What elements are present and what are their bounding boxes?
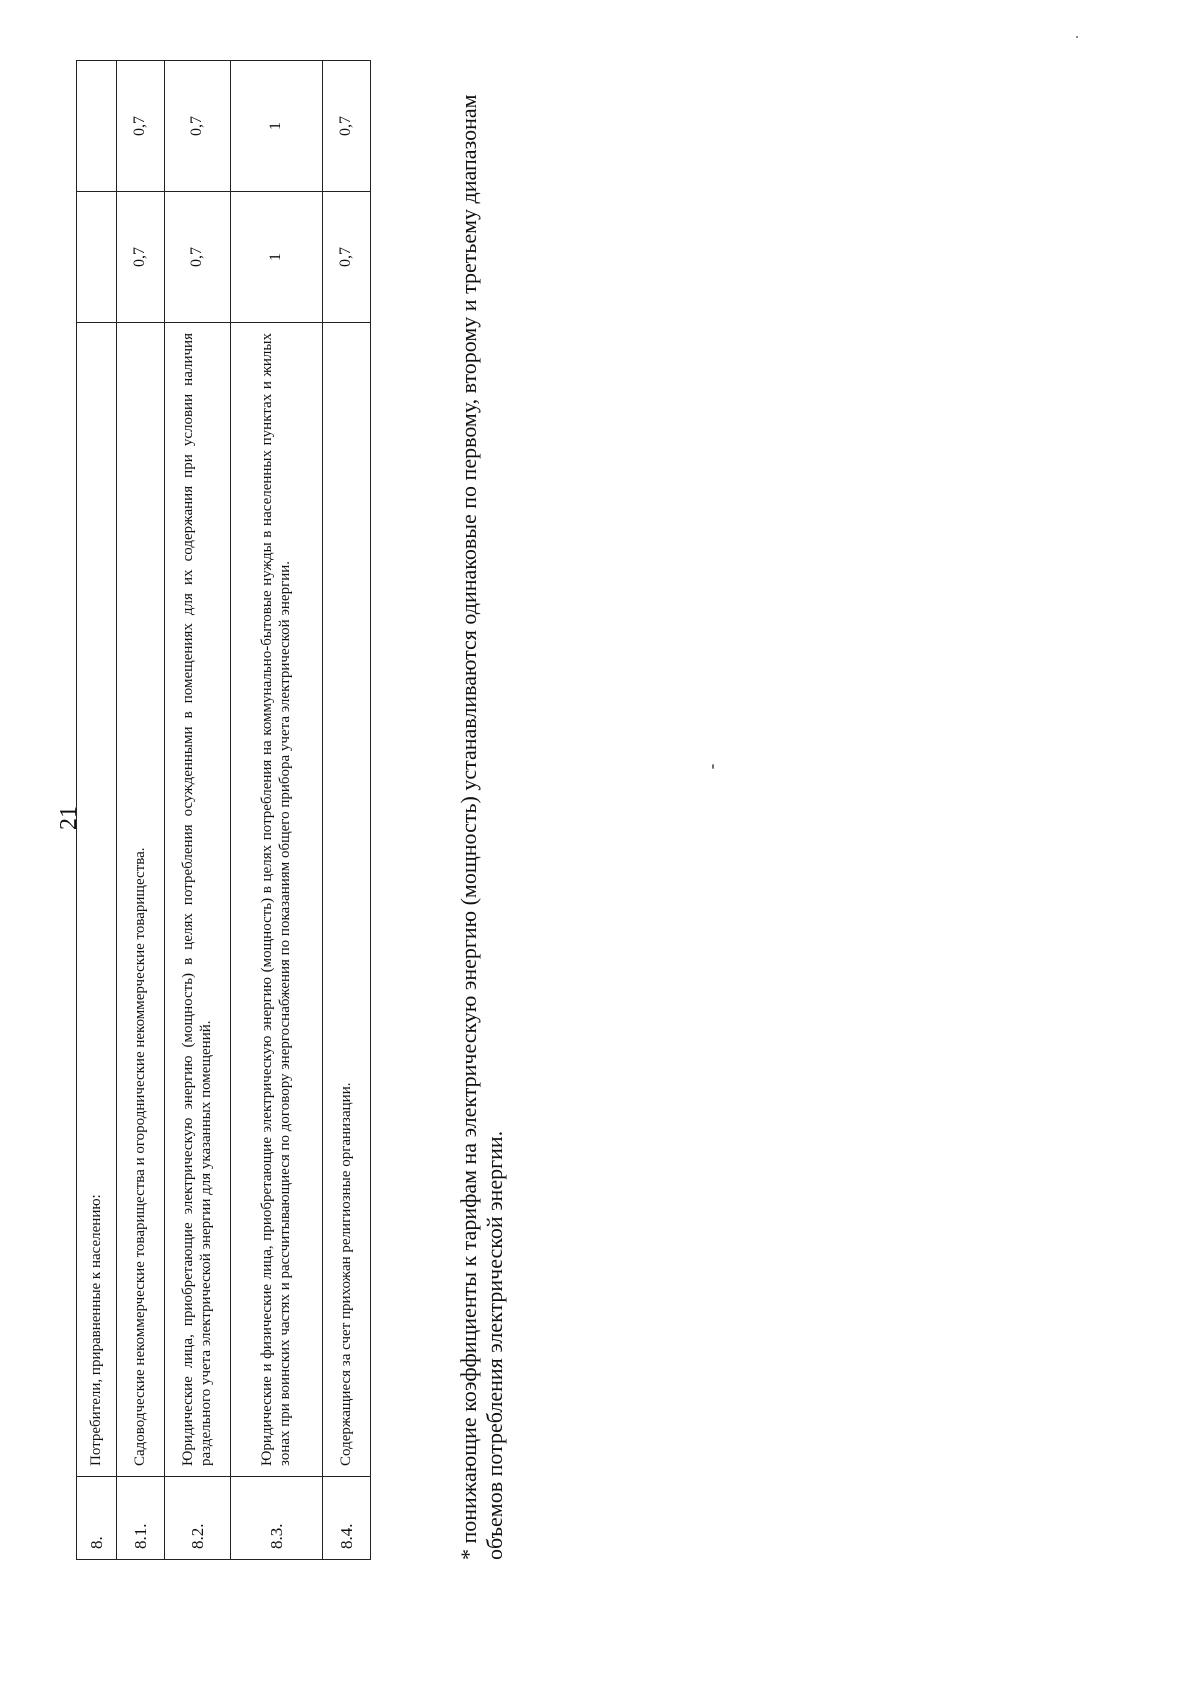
row-description: Юридические и физические лица, приобретающие электрическую энергию (мощность) в целях потребления на коммунально-бытовые нужды в населенных пунктах и жилых зонах при воинских частях и рассчитывающиеся по договору энергоснабжения по показаниям общего прибора учета электрической энергии.	[231, 323, 323, 1477]
table-row	[117, 61, 165, 1560]
row-value-1: 0,7	[323, 192, 371, 323]
row-value-2	[77, 61, 117, 192]
row-number: 8.4.	[323, 1477, 371, 1560]
row-number: 8.	[77, 1477, 117, 1560]
row-number: 8.3.	[231, 1477, 323, 1560]
scan-speck	[1076, 36, 1078, 38]
row-value-1: 1	[231, 192, 323, 323]
table-row	[165, 61, 231, 1560]
row-description: Юридические лица, приобретающие электрическую энергию (мощность) в целях потребления осужденными в помещениях для их содержания при условии наличия раздельного учета электрической энергии для указанных помещений.	[165, 323, 231, 1477]
rotated-page-content	[56, 0, 580, 1560]
row-value-2: 1	[231, 61, 323, 192]
row-number: 8.2.	[165, 1477, 231, 1560]
scan-speck	[712, 764, 714, 769]
row-description: Садоводческие некоммерческие товарищества и огороднические некоммерческие товарищества.	[117, 323, 165, 1477]
row-value-2: 0,7	[117, 61, 165, 192]
page-number: 21	[56, 806, 82, 830]
row-number: 8.1.	[117, 1477, 165, 1560]
row-value-1	[77, 192, 117, 323]
footnote: * понижающие коэффициенты к тарифам на электрическую энергию (мощность) устанавливаются одинаковые по первому, второму и третьему диапазонам объемов потребления электрической энергии.	[456, 94, 508, 1560]
row-value-2: 0,7	[323, 61, 371, 192]
table-row	[323, 61, 371, 1560]
table-row	[77, 61, 117, 1560]
row-value-2: 0,7	[165, 61, 231, 192]
row-value-1: 0,7	[117, 192, 165, 323]
row-description: Содержащиеся за счет прихожан религиозные организации.	[323, 323, 371, 1477]
row-description: Потребители, приравненные к населению:	[77, 323, 117, 1477]
coefficients-table	[76, 60, 371, 1560]
table-row	[231, 61, 323, 1560]
row-value-1: 0,7	[165, 192, 231, 323]
